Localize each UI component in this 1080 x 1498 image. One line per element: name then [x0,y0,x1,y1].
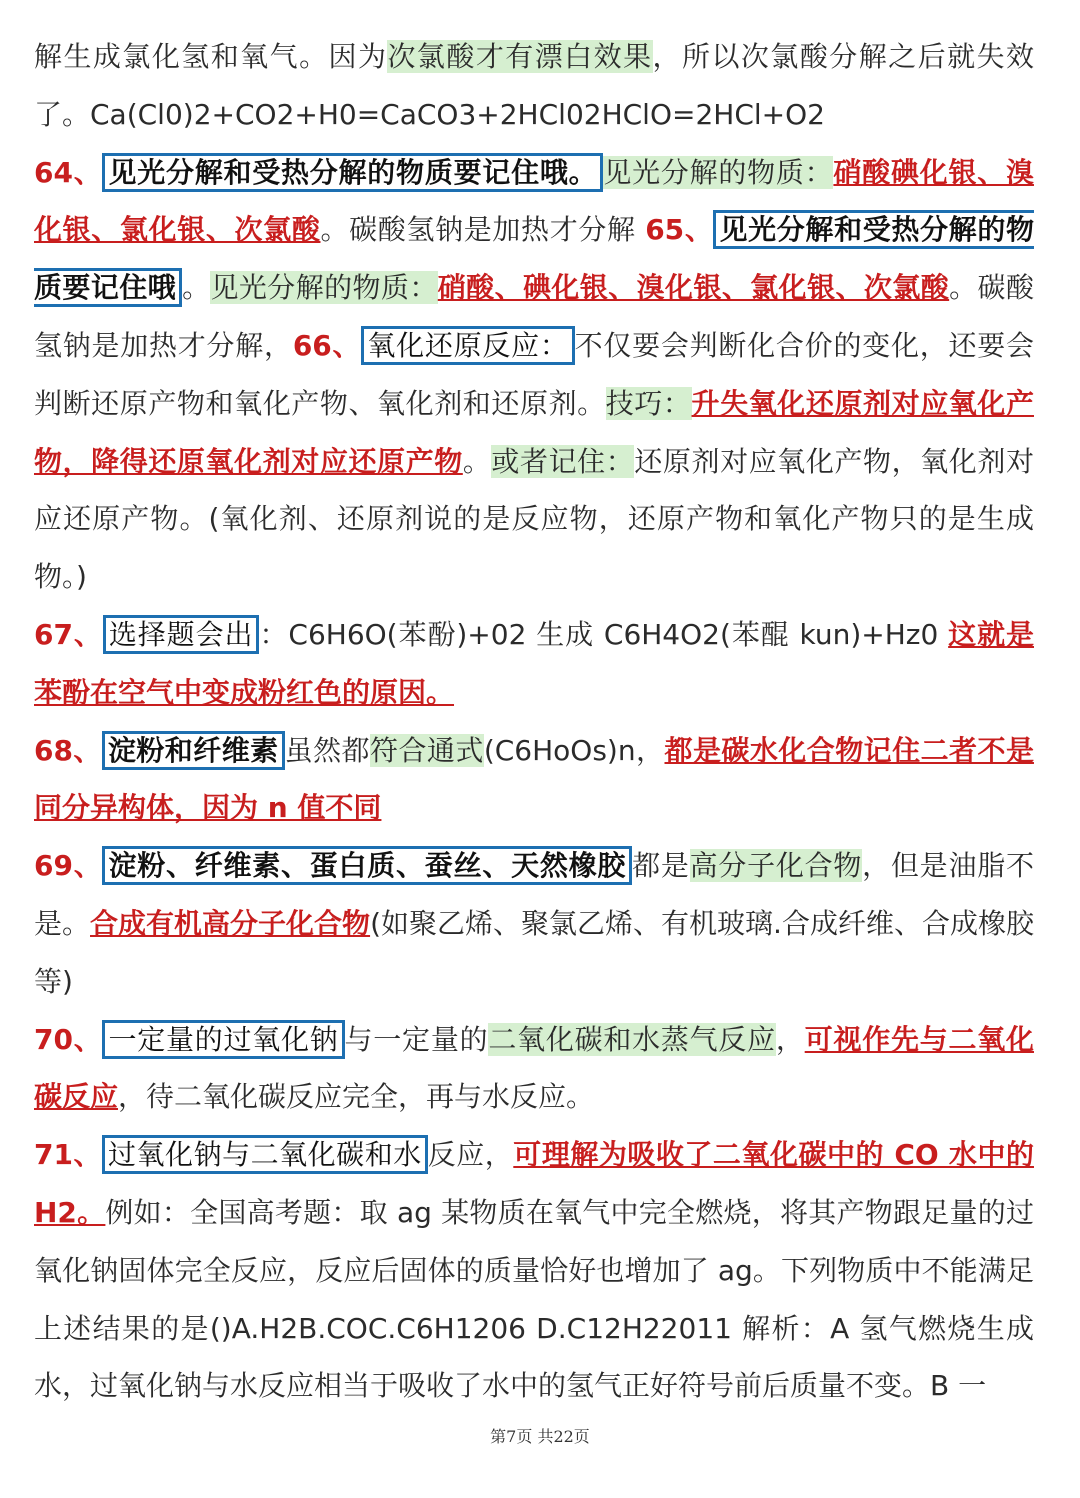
text: 与一定量的 [344,1022,489,1056]
key-point: 可理解为吸收了二氧化碳中的 CO 水中的 H2。 [34,1138,1034,1229]
text: 还原剂对应氧化产物，氧化剂对应还原产物。(氧化剂、还原剂说的是反应物，还原产物和氧化产物只的是生成物。) [34,444,1034,594]
boxed-title: 一定量的过氧化钠 [102,1020,344,1059]
paragraph-intro [34,28,1034,144]
highlight: 或者记住： [491,444,635,478]
text: 不仅要会判断化合价的变化，还要会判断还原产物和氧化产物、氧化剂和还原剂。 [34,328,1034,420]
paragraph-70 [34,1011,1034,1127]
text: 解生成氯化氢和氧气。因为 [34,40,388,73]
text: ， [775,1022,805,1056]
highlight: 次氯酸才有漂白效果 [387,40,653,73]
item-number-70: 70、 [34,1022,103,1056]
document-page [34,28,1034,1415]
boxed-title: 过氧化钠与二氧化碳和水 [102,1135,428,1174]
boxed-title: 淀粉和纤维素 [102,731,285,770]
highlight: 二氧化碳和水蒸气反应 [488,1022,776,1056]
text: 虽然都 [284,733,370,767]
boxed-title: 选择题会出 [103,615,260,654]
formula-text: ：C6H6O(苯酚)+02 生成 C6H4O2(苯醌 kun)+Hz0 [259,617,949,651]
text: 。 [182,271,211,305]
key-point: 硝酸、碘化银、溴化银、氯化银、次氯酸 [437,271,950,305]
key-point: 都是碳水化合物记住二者不是同分异构体，因为 n 值不同 [34,733,1034,825]
boxed-title: 氧化还原反应： [361,326,574,365]
text: 都是 [632,849,690,883]
item-number-71: 71、 [34,1138,103,1172]
item-number-67: 67、 [34,617,103,651]
item-number-68: 68、 [34,733,102,767]
highlight: 高分子化合物 [689,849,863,883]
paragraph-68 [34,722,1034,838]
paragraph-64-66 [34,144,1034,606]
key-point: 可视作先与二氧化碳反应 [34,1022,1034,1114]
highlight: 见光分解的物质： [603,155,834,189]
text: 例如：全国高考题：取 ag 某物质在氧气中完全燃烧，将其产物跟足量的过氧化钠固体完全反应，反应后固体的质量恰好也增加了 ag。下列物质中不能满足上述结果的是()A.H2B.COC.C6H1206 D.C12H22011 解析：A 氢气燃烧生成水，过氧化钠与水反应相当于吸收了水中的氢气正好符号前后质量不变。B 一 [34,1195,1034,1403]
highlight: 见光分解的物质： [210,271,438,305]
highlight: 符合通式 [369,733,484,767]
formula-text: ，所以次氯酸分解之后就失效了。Ca(Cl0)2+CO2+H0=CaCO3+2HCl02HClO=2HCl+O2 [34,40,1034,131]
key-point: 升失氧化还原剂对应氧化产物，降得还原氧化剂对应还原产物 [34,386,1034,478]
text: (如聚乙烯、聚氯乙烯、有机玻璃.合成纤维、合成橡胶等) [34,906,1034,998]
item-number-69: 69、 [34,849,103,883]
text: 。碳酸氢钠是加热才分解， [34,271,1034,362]
text: 。碳酸氢钠是加热才分解 [320,213,646,247]
paragraph-69 [34,837,1034,1010]
item-number-65: 65、 [645,213,714,247]
text: 。 [462,444,492,478]
paragraph-67 [34,606,1034,722]
key-point: 这就是苯酚在空气中变成粉红色的原因。 [34,617,1034,709]
text: 反应， [427,1138,514,1172]
text: ，但是油脂不是。 [34,849,1034,940]
item-number-66: 66、 [292,328,362,362]
highlight: 技巧： [605,386,692,420]
item-number-64: 64、 [34,155,103,189]
page-footer: 第7页 共22页 [490,1427,590,1446]
key-point: 合成有机高分子化合物 [90,906,371,940]
boxed-title: 见光分解和受热分解的物质要记住哦 [34,210,1034,307]
boxed-title: 淀粉、纤维素、蛋白质、蚕丝、天然橡胶 [102,846,632,885]
text: (C6HoOs)n， [483,733,665,767]
key-point: 硝酸碘化银、溴化银、氯化银、次氯酸 [34,155,1034,247]
boxed-title: 见光分解和受热分解的物质要记住哦。 [102,153,603,192]
paragraph-71 [34,1126,1034,1415]
text: ，待二氧化碳反应完全，再与水反应。 [118,1080,595,1114]
